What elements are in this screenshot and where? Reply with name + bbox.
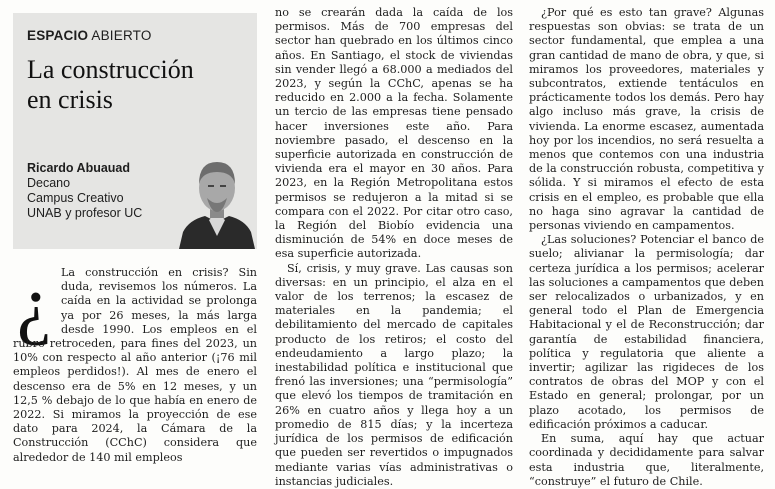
paragraph: La construcción en crisis? Sin duda, revisemos los números. La caída en la actividad se prolonga ya por 26 meses, la más larga desde 1990. Los empleos en el rubro retroceden, para fines del 2023, un 10% con respecto al año anterior (¡76 mil empleos perdidos!). Al mes de enero el descenso era de 5% en 12 meses, y un 12,5 % debajo de lo que había en enero de 2022. Si miramos la proyección de ese dato para 2024, la Cámara de la Construcción (CChC) considera que alrededor de 140 mil empleos	[13, 266, 257, 464]
article-column-1	[13, 259, 257, 465]
drop-cap: ¿	[16, 259, 52, 346]
paragraph: no se crearán dada la caída de los permisos. Más de 700 empresas del sector han quebrado en los últimos cinco años. En Santiago, el stock de viviendas sin vender llegó a 68.000 a mediados del 2023, y según la CChC, apenas se ha reducido en 2.000 a la fecha. Solamente un tercio de las empresas tiene pensado hacer inversiones este año. Para noviembre pasado, el descenso en la superficie autorizada en construcción de vivienda era el mayor en 30 años. Para 2023, en la Región Metropolitana estos permisos se redujeron a la mitad si se compara con el 2022. Por citar otro caso, la Región del Biobío evidencia una disminución de 54% en doce meses de esa superficie autorizada.	[275, 6, 513, 261]
author-block	[27, 161, 142, 221]
author-title: Decano	[27, 176, 71, 190]
author-portrait	[177, 150, 257, 249]
paragraph: ¿Las soluciones? Potenciar el banco de suelo; alivianar la permisología; dar certeza jurídica a los permisos; acelerar las soluciones a campamentos que deben ser relocalizados o urbanizados, y en general todo el Plan de Emergencia Habitacional y el de Reconstrucción; dar garantía de estabilidad financiera, política y regulatoria que aliente a invertir; agilizar las rigideces de los contratos de obras del MOP y con el Estado en general; prolongar, por un plazo acotado, los permisos de edificación próximos a caducar.	[529, 233, 764, 431]
author-name: Ricardo Abuauad	[27, 161, 131, 175]
paragraph: ¿Por qué es esto tan grave? Algunas respuestas son obvias: se trata de un sector fundamental, que emplea a una gran cantidad de mano de obra, y que, si miramos los proveedores, materiales y subcontratos, extiende tentáculos en prácticamente todos los demás. Pero hay algo incluso más grave, la crisis de vivienda. La enorme escasez, aumentada hoy por los incendios, no será resuelta a menos que contemos con una industria de la construcción robusta, competitiva y sólida. Y si miramos el efecto de esta crisis en el empleo, es probable que ella no haga sino agravar la cantidad de personas viviendo en campamentos.	[529, 6, 764, 233]
author-affiliation: Campus Creativo	[27, 191, 124, 205]
section-label: ESPACIO ABIERTO	[27, 28, 152, 43]
article-column-3	[529, 6, 764, 489]
headline: La construcción en crisis	[27, 55, 194, 114]
paragraph: Sí, crisis, y muy grave. Las causas son diversas: en un principio, el alza en el valor de los terrenos; la escasez de materiales en la pandemia; el debilitamiento del mercado de capitales producto de los retiros; el costo del endeudamiento a largo plazo; la inestabilidad política e institucional que frenó las inversiones; una “permisología” que elevó los tiempos de tramitación en 26% en cuatro años y llega hoy a un promedio de 815 días; y la incerteza jurídica de los permisos de edificación que pueden ser revertidos o impugnados mediante varias vías administrativas o instancias judiciales.	[275, 261, 513, 488]
author-affiliation-2: UNAB y profesor UC	[27, 206, 143, 220]
article-column-2	[275, 6, 513, 489]
paragraph: En suma, aquí hay que actuar coordinada y decididamente para salvar esta industria que, literalmente, “construye” el futuro de Chile.	[529, 432, 764, 488]
header-box	[13, 13, 257, 249]
